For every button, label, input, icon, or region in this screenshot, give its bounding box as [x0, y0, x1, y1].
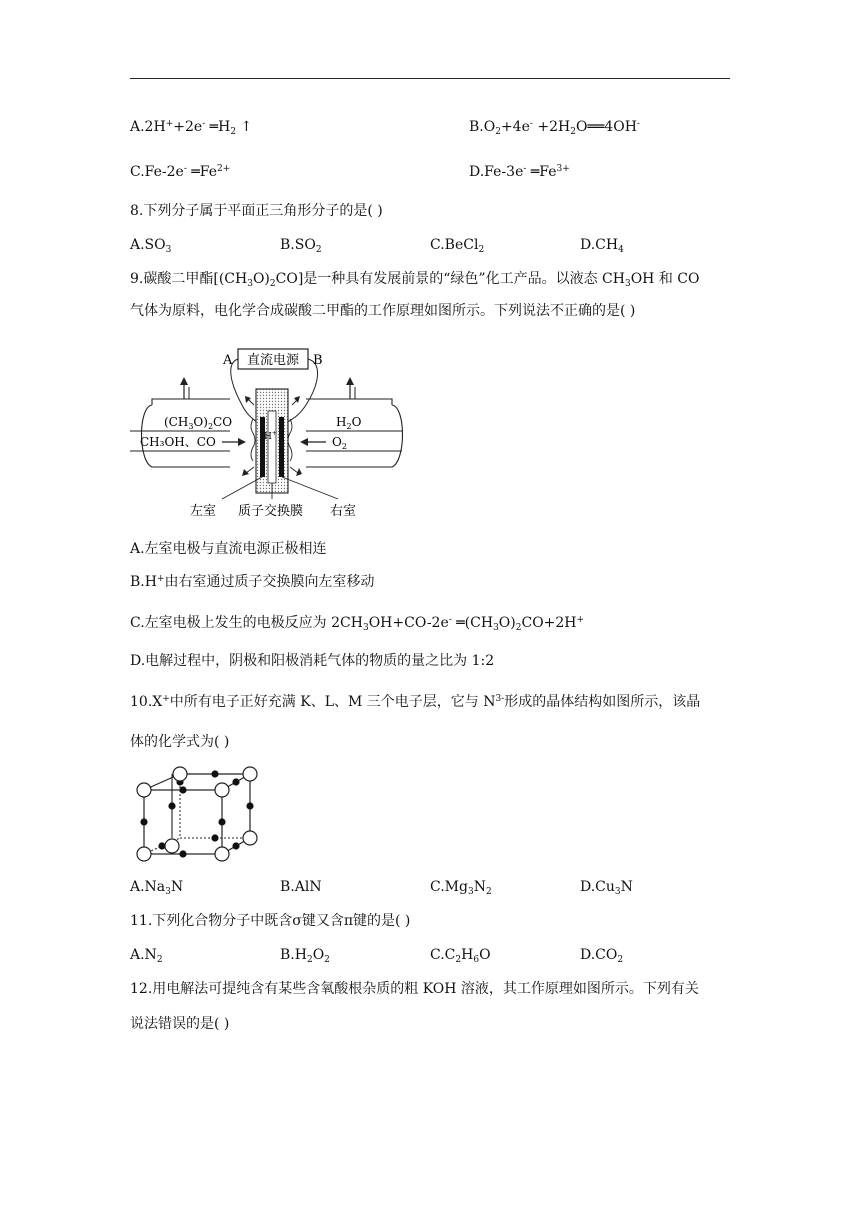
q9-option-a: A.左室电极与直流电源正极相连: [130, 541, 327, 557]
q11-option-c: $C.C_2H_6O$: [430, 947, 491, 965]
q10-option-c: $C.Mg_3N_2$: [430, 879, 492, 897]
q11-stem: 11.下列化合物分子中既含σ键又含π键的是( ): [130, 913, 411, 929]
q9-option-b: B.H+由右室通过质子交换膜向左室移动: [130, 574, 375, 590]
q10-option-a: $A.Na_3N$: [130, 879, 184, 897]
electrode-b-label: B: [313, 353, 323, 368]
q11-option-a: $A.N_2$: [130, 947, 163, 965]
crystal-structure-diagram: [130, 760, 265, 870]
q10-option-d: $D.Cu_3N$: [580, 879, 633, 897]
proton-label: H+: [264, 430, 277, 442]
q8-option-a: $A.SO_3$: [130, 237, 172, 255]
q10-stem-line1: 10.X+中所有电子正好充满 K、L、M 三个电子层，它与 $N^{3-}$形成的晶体结构如图所示，该晶: [130, 694, 701, 710]
q12-stem-line2: 说法错误的是( ): [130, 1016, 230, 1032]
q7-option-d: D.Fe-3e- $═Fe^{3+}$: [469, 164, 570, 180]
q9-stem-line2: 气体为原料，电化学合成碳酸二甲酯的工作原理如图所示。下列说法不正确的是( ): [130, 303, 636, 319]
membrane-label: 质子交换膜: [238, 504, 304, 519]
q9-option-d: D.电解过程中，阴极和阳极消耗气体的物质的量之比为 1:2: [130, 653, 495, 669]
product-label: $(CH_3O)_2CO$: [164, 415, 233, 431]
q8-stem: 8.下列分子属于平面正三角形分子的是( ): [130, 203, 383, 219]
q7-option-c: C.Fe-2e- $═Fe^{2+}$: [130, 164, 231, 180]
header-rule: [130, 78, 730, 79]
q7-option-b: $B.O_2+4e^-$ $+2H_2O══4OH^-$: [469, 119, 640, 137]
left-room-label: 左室: [190, 504, 217, 519]
q8-option-d: $D.CH_4$: [580, 237, 624, 255]
right-room-label: 右室: [330, 504, 357, 519]
feed-label: CH₃OH、CO: [140, 435, 216, 449]
oxygen-label: $O_2$: [332, 435, 347, 451]
q7-option-a: A.2H++2e- $═H_2$ ↑: [130, 119, 253, 137]
q9-stem-line1: 9.碳酸二甲酯$[(CH_3O)_2CO]$是一种具有发展前景的“绿色”化工产品。以液态 $CH_3OH$ 和 CO: [130, 271, 700, 289]
electrode-a-label: A: [223, 353, 233, 368]
q10-stem-line2: 体的化学式为( ): [130, 734, 230, 750]
q11-option-d: $D.CO_2$: [580, 947, 624, 965]
q11-option-b: $B.H_2O_2$: [280, 947, 330, 965]
q10-option-b: B.AlN: [280, 879, 322, 895]
electrolysis-cell-diagram: [130, 343, 410, 523]
q8-option-b: $B.SO_2$: [280, 237, 322, 255]
power-supply-label: 直流电源: [246, 353, 300, 368]
q8-option-c: C.BeCl$_2$: [430, 237, 485, 255]
q9-option-c: C.左室电极上发生的电极反应为 $2CH_3OH+CO-2e^-$ $═(CH_3O)_2CO+2H^+$: [130, 615, 585, 633]
q12-stem-line1: 12.用电解法可提纯含有某些含氧酸根杂质的粗 KOH 溶液，其工作原理如图所示。下列有关: [130, 981, 699, 997]
water-label: $H_2O$: [336, 415, 362, 431]
